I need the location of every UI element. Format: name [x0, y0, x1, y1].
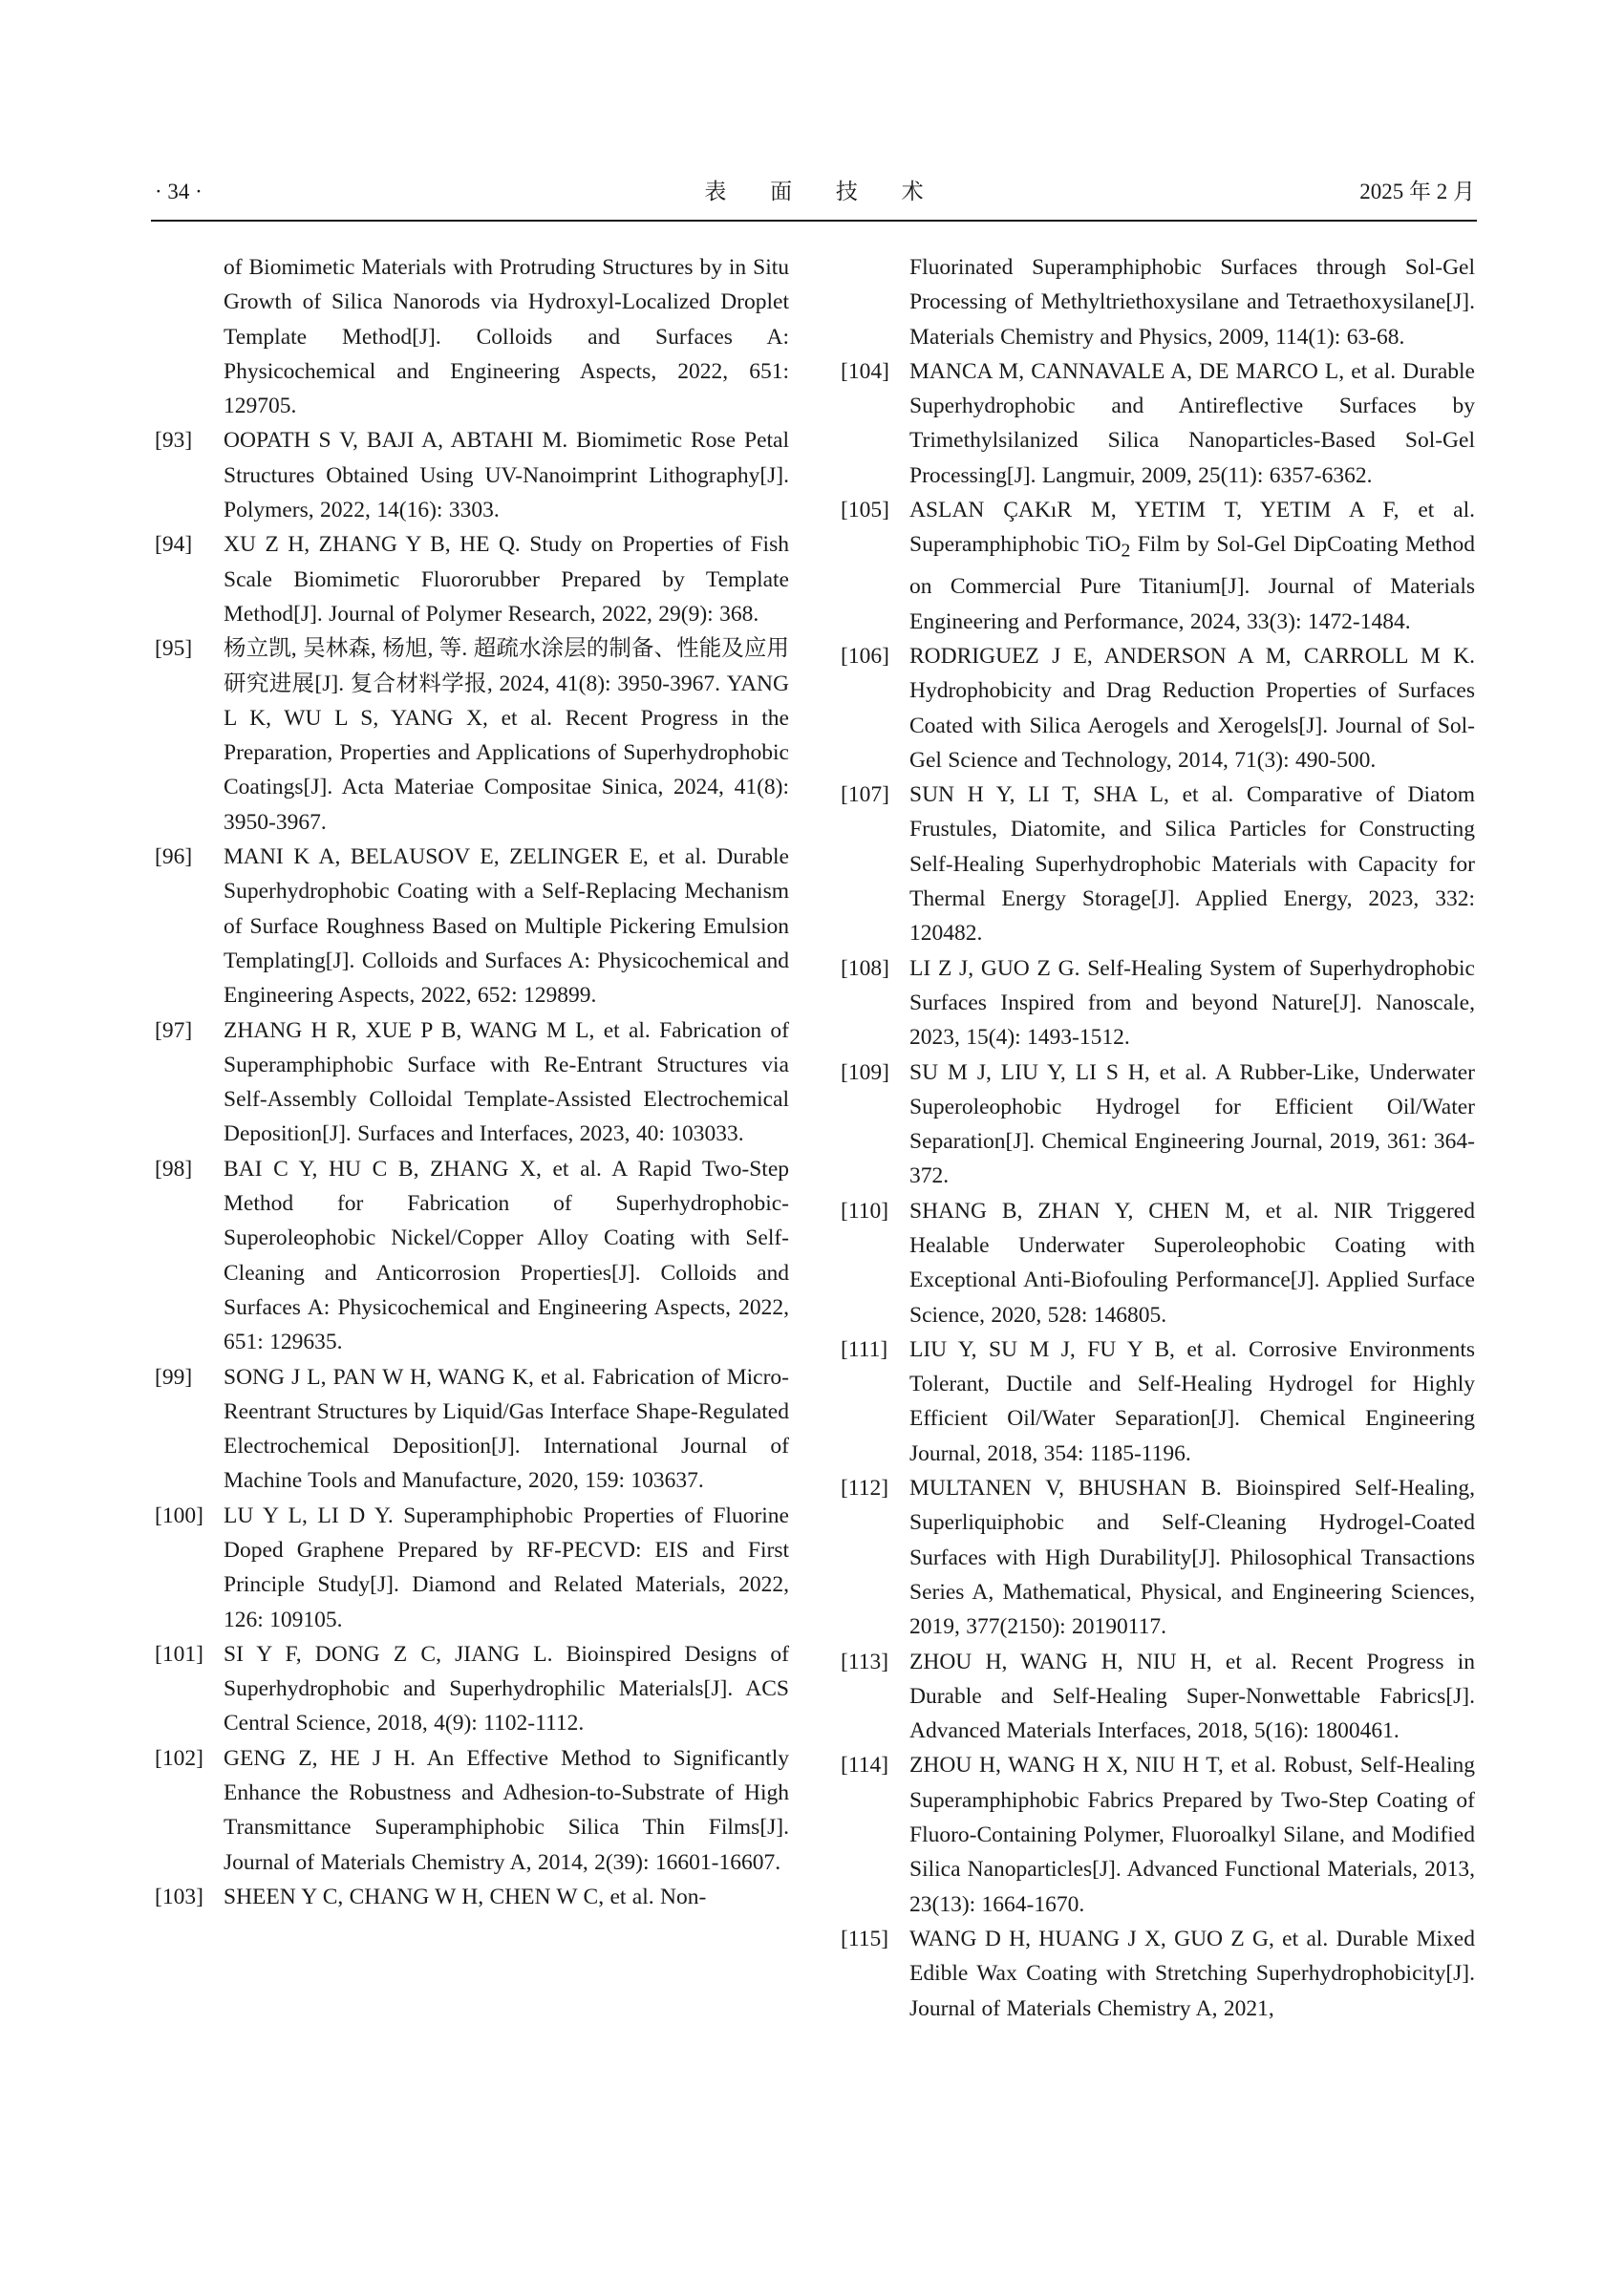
- reference-item: [155, 423, 789, 527]
- reference-item: [155, 1880, 789, 1914]
- reference-item: [155, 1152, 789, 1360]
- reference-text: MANI K A, BELAUSOV E, ZELINGER E, et al. Durable Superhydrophobic Coating with a Self-Replacing Mechanism of Surface Roughness Based on Multiple Pickering Emulsion Templating[J]. Colloids and Surfaces A: Physicochemical and Engineering Aspects, 2022, 652: 129899.: [224, 844, 789, 1009]
- reference-item: [155, 631, 789, 840]
- reference-item: [155, 1499, 789, 1637]
- reference-text: RODRIGUEZ J E, ANDERSON A M, CARROLL M K. Hydrophobicity and Drag Reduction Properties of Surfaces Coated with Silica Aerogels and Xerogels[J]. Journal of Sol-Gel Science and Technology, 2014, 71(3): 490-500.: [909, 643, 1475, 773]
- reference-number: [107]: [841, 782, 889, 808]
- reference-number: [109]: [841, 1059, 889, 1085]
- reference-number: [110]: [841, 1198, 889, 1224]
- reference-item: [155, 1360, 789, 1499]
- reference-number: [112]: [841, 1476, 889, 1502]
- reference-item: [155, 1637, 789, 1741]
- reference-text: SONG J L, PAN W H, WANG K, et al. Fabrication of Micro-Reentrant Structures by Liquid/Gas Interface Shape-Regulated Electrochemical Deposition[J]. International Journal of Machine Tools and Manufacture, 2020, 159: 103637.: [224, 1364, 789, 1494]
- reference-number: [113]: [841, 1649, 889, 1674]
- reference-number: [98]: [155, 1156, 193, 1182]
- right-column-references: [841, 250, 1475, 2026]
- reference-text-part: Film by Sol-Gel DipCoating Method on Commercial Pure Titanium[J]. Journal of Materials Engineering and Performance, 2024, 33(3): 1472-1484.: [909, 532, 1475, 634]
- reference-text: MANCA M, CANNAVALE A, DE MARCO L, et al. Durable Superhydrophobic and Antireflective Surfaces by Trimethylsilanized Silica Nanoparticles-Based Sol-Gel Processing[J]. Langmuir, 2009, 25(11): 6357-6362.: [909, 358, 1475, 488]
- reference-text: LI Z J, GUO Z G. Self-Healing System of Superhydrophobic Surfaces Inspired from and beyond Nature[J]. Nanoscale, 2023, 15(4): 1493-1512.: [909, 955, 1475, 1051]
- reference-text: ZHANG H R, XUE P B, WANG M L, et al. Fabrication of Superamphiphobic Surface with Re-Entrant Structures via Self-Assembly Colloidal Template-Assisted Electrochemical Deposition[J]. Surfaces and Interfaces, 2023, 40: 103033.: [224, 1017, 789, 1147]
- reference-text: SHANG B, ZHAN Y, CHEN M, et al. NIR Triggered Healable Underwater Superoleophobic Coating with Exceptional Anti-Biofouling Performance[J]. Applied Surface Science, 2020, 528: 146805.: [909, 1198, 1475, 1328]
- reference-number: [97]: [155, 1017, 193, 1043]
- reference-number: [99]: [155, 1364, 193, 1390]
- reference-item: [841, 1922, 1475, 2026]
- reference-item: [841, 354, 1475, 493]
- reference-number: [108]: [841, 955, 889, 981]
- reference-text: ZHOU H, WANG H, NIU H, et al. Recent Progress in Durable and Self-Healing Super-Nonwettable Fabrics[J]. Advanced Materials Interfaces, 2018, 5(16): 1800461.: [909, 1649, 1475, 1744]
- reference-item: [841, 778, 1475, 950]
- reference-text: LU Y L, LI D Y. Superamphiphobic Properties of Fluorine Doped Graphene Prepared by RF-PECVD: EIS and First Principle Study[J]. Diamond and Related Materials, 2022, 126: 109105.: [224, 1502, 789, 1632]
- reference-item: [841, 1194, 1475, 1332]
- reference-item: [841, 1055, 1475, 1194]
- reference-item: [841, 493, 1475, 639]
- reference-text-english: YANG L K, WU L S, YANG X, et al. Recent Progress in the Preparation, Properties and Applications of Superhydrophobic Coatings[J]. Acta Materiae Compositae Sinica, 2024, 41(8): 3950-3967.: [224, 671, 789, 835]
- page-number: · 34 ·: [155, 180, 203, 203]
- reference-item: [841, 1471, 1475, 1644]
- reference-number: [106]: [841, 643, 889, 669]
- reference-text-bilingual: [224, 631, 789, 840]
- left-column-references: [155, 250, 789, 1914]
- reference-number: [115]: [841, 1926, 889, 1951]
- reference-text: MULTANEN V, BHUSHAN B. Bioinspired Self-Healing, Superliquiphobic and Self-Cleaning Hydrogel-Coated Surfaces with High Durability[J]. Philosophical Transactions Series A, Mathematical, Physical, and Engineering Sciences, 2019, 377(2150): 20190117.: [909, 1476, 1475, 1640]
- reference-text: GENG Z, HE J H. An Effective Method to Significantly Enhance the Robustness and Adhesion-to-Substrate of High Transmittance Superamphiphobic Silica Thin Films[J]. Journal of Materials Chemistry A, 2014, 2(39): 16601-16607.: [224, 1745, 789, 1875]
- issue-date: 2025 年 2 月: [1359, 180, 1475, 203]
- reference-text: Fluorinated Superamphiphobic Surfaces through Sol-Gel Processing of Methyltriethoxysilane and Tetraethoxysilane[J]. Materials Chemistry and Physics, 2009, 114(1): 63-68.: [909, 255, 1475, 350]
- reference-item: [841, 951, 1475, 1055]
- reference-number: [101]: [155, 1641, 203, 1667]
- reference-item: [841, 639, 1475, 778]
- reference-item: [841, 1645, 1475, 1749]
- reference-text: WANG D H, HUANG J X, GUO Z G, et al. Durable Mixed Edible Wax Coating with Stretching Superhydrophobicity[J]. Journal of Materials Chemistry A, 2021,: [909, 1926, 1475, 2021]
- reference-number: [93]: [155, 428, 193, 454]
- reference-item: [155, 250, 789, 423]
- reference-number: [94]: [155, 532, 193, 558]
- reference-text: XU Z H, ZHANG Y B, HE Q. Study on Properties of Fish Scale Biomimetic Fluororubber Prepared by Template Method[J]. Journal of Polymer Research, 2022, 29(9): 368.: [224, 532, 789, 627]
- reference-item: [841, 1332, 1475, 1471]
- reference-text: OOPATH S V, BAJI A, ABTAHI M. Biomimetic Rose Petal Structures Obtained Using UV-Nanoimprint Lithography[J]. Polymers, 2022, 14(16): 3303.: [224, 428, 789, 523]
- reference-number: [100]: [155, 1502, 203, 1528]
- reference-item: [155, 1013, 789, 1152]
- reference-item: [841, 1748, 1475, 1921]
- reference-text: SHEEN Y C, CHANG W H, CHEN W C, et al. Non-: [224, 1884, 707, 1909]
- reference-text: BAI C Y, HU C B, ZHANG X, et al. A Rapid Two-Step Method for Fabrication of Superhydrophobic-Superoleophobic Nickel/Copper Alloy Coating with Self-Cleaning and Anticorrosion Properties[J]. Colloids and Surfaces A: Physicochemical and Engineering Aspects, 2022, 651: 129635.: [224, 1156, 789, 1355]
- reference-number: [105]: [841, 498, 889, 523]
- reference-number: [95]: [155, 636, 193, 662]
- reference-item: [155, 1741, 789, 1880]
- reference-number: [103]: [155, 1884, 203, 1909]
- reference-text: SUN H Y, LI T, SHA L, et al. Comparative of Diatom Frustules, Diatomite, and Silica Particles for Constructing Self-Healing Superhydrophobic Materials with Capacity for Thermal Energy Storage[J]. Applied Energy, 2023, 332: 120482.: [909, 782, 1475, 947]
- journal-title: 表 面 技 术: [704, 180, 943, 203]
- reference-text-part: ASLAN ÇAKıR M, YETIM T, YETIM A F, et al. Superamphiphobic TiO: [909, 498, 1475, 558]
- reference-number: [104]: [841, 358, 889, 384]
- running-header: [151, 178, 1477, 222]
- reference-number: [96]: [155, 844, 193, 870]
- reference-text: SI Y F, DONG Z C, JIANG L. Bioinspired Designs of Superhydrophobic and Superhydrophilic Materials[J]. ACS Central Science, 2018, 4(9): 1102-1112.: [224, 1641, 789, 1737]
- reference-text: ZHOU H, WANG H X, NIU H T, et al. Robust, Self-Healing Superamphiphobic Fabrics Prepared by Two-Step Coating of Fluoro-Containing Polymer, Fluoroalkyl Silane, and Modified Silica Nanoparticles[J]. Advanced Functional Materials, 2013, 23(13): 1664-1670.: [909, 1753, 1475, 1917]
- reference-item: [155, 840, 789, 1012]
- reference-text: of Biomimetic Materials with Protruding Structures by in Situ Growth of Silica Nanorods via Hydroxyl-Localized Droplet Template Method[J]. Colloids and Surfaces A: Physicochemical and Engineering Aspects, 2022, 651: 129705.: [224, 255, 789, 419]
- reference-text: LIU Y, SU M J, FU Y B, et al. Corrosive Environments Tolerant, Ductile and Self-Healing Hydrogel for Highly Efficient Oil/Water Separation[J]. Chemical Engineering Journal, 2018, 354: 1185-1196.: [909, 1336, 1475, 1466]
- reference-number: [114]: [841, 1753, 889, 1779]
- reference-item: [841, 250, 1475, 354]
- reference-item: [155, 527, 789, 631]
- reference-text-chinese: 杨立凯, 吴林森, 杨旭, 等. 超疏水涂层的制备、性能及应用研究进展[J]. 复合材料学报, 2024, 41(8): 3950-3967.: [224, 636, 789, 696]
- reference-text: [909, 493, 1475, 639]
- reference-number: [102]: [155, 1745, 203, 1771]
- reference-number: [111]: [841, 1336, 888, 1362]
- reference-text: SU M J, LIU Y, LI S H, et al. A Rubber-Like, Underwater Superoleophobic Hydrogel for Efficient Oil/Water Separation[J]. Chemical Engineering Journal, 2019, 361: 364-372.: [909, 1059, 1475, 1189]
- subscript: 2: [1121, 542, 1131, 563]
